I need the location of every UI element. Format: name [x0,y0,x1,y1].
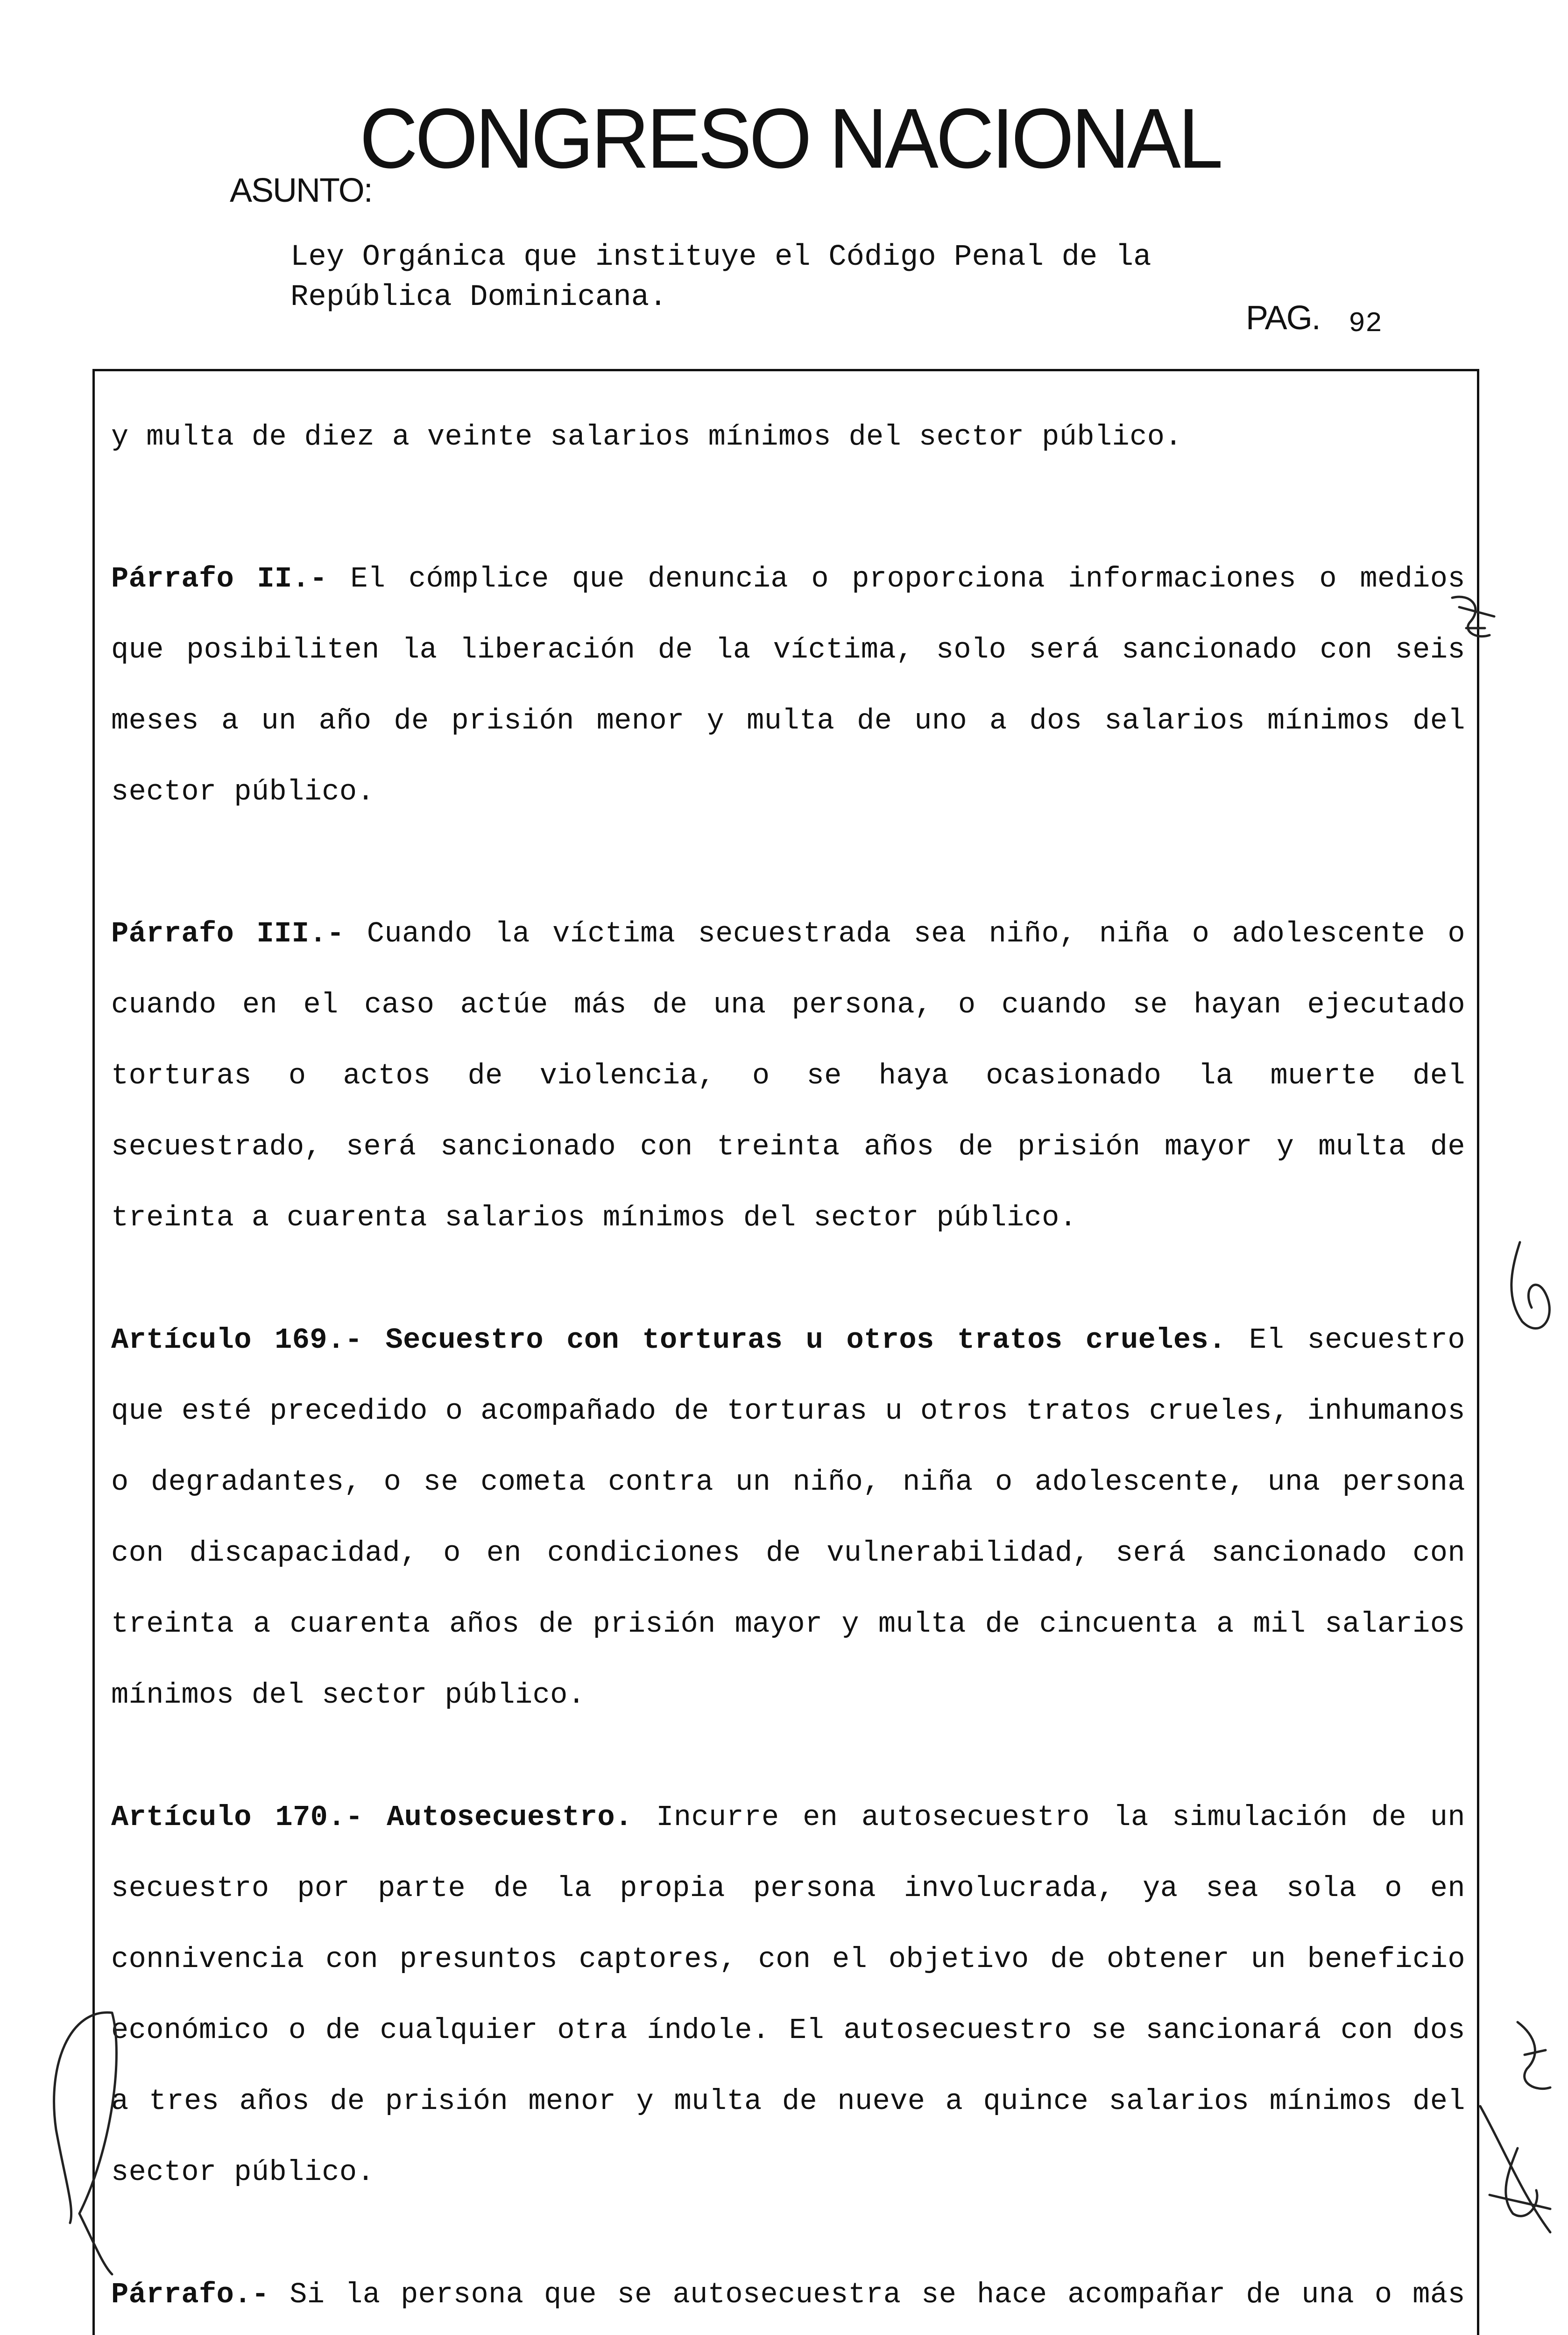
loop-margin-mark [54,2012,117,2274]
initials-mark-4 [1480,2106,1550,2232]
paragraph-ii-heading: Párrafo II.- [111,562,327,595]
paragraph-iii-text: Cuando la víctima secuestrada sea niño, niña o adolescente o cuando en el caso actúe más de una persona, o cuando se hayan ejecutado torturas o actos de violencia, o se haya ocasionado la muerte del secuestrado, será sancionado con treinta años de prisión mayor y multa de treinta a cuarenta salarios mínimos del sector público. [111,917,1465,1234]
initials-mark-3 [1518,2022,1550,2089]
subject-line-1: Ley Orgánica que instituye el Código Penal de la [290,241,1151,274]
initials-mark-1 [1452,597,1494,637]
asunto-label: ASUNTO: [230,172,372,209]
subject-line-2: República Dominicana. [290,281,667,314]
article-170-text: Incurre en autosecuestro la simulación de un secuestro por parte de la propia persona involucrada, ya sea sola o en connivencia con presuntos captores, con el objetivo de obtener un beneficio económico o de cualquier otra índole. El autosecuestro se sancionará con dos a tres años de prisión menor y multa de nueve a quince salarios mínimos del sector público. [111,1801,1465,2189]
article-169-heading: Artículo 169.- Secuestro con torturas u otros tratos crueles. [111,1323,1226,1357]
article-170-heading: Artículo 170.- Autosecuestro. [111,1801,633,1834]
paragraph-ii-text: El cómplice que denuncia o proporciona informaciones o medios que posibiliten la liberación de la víctima, solo será sancionado con seis meses a un año de prisión menor y multa de uno a dos salarios mínimos del sector público. [111,562,1465,808]
page-label: PAG. [1246,299,1320,337]
article-169-text: El secuestro que esté precedido o acompañado de torturas u otros tratos crueles, inhumanos o degradantes, o se cometa contra un niño, niña o adolescente, una persona con discapacidad, o en condiciones de vulnerabilidad, será sancionado con treinta a cuarenta años de prisión mayor y multa de cincuenta a mil salarios mínimos del sector público. [111,1323,1465,1712]
page-number: 92 [1349,308,1383,340]
document-title: CONGRESO NACIONAL [360,91,1221,186]
continuation-text: y multa de diez a veinte salarios mínimos del sector público. [111,420,1182,453]
paragraph-iii-heading: Párrafo III.- [111,917,345,950]
paragraph-autosecuestro-heading: Párrafo.- [111,2278,269,2311]
paragraph-autosecuestro-text: Si la persona que se autosecuestra se hace acompañar de una o más [290,2278,1465,2311]
initials-mark-2 [1511,1242,1550,1329]
